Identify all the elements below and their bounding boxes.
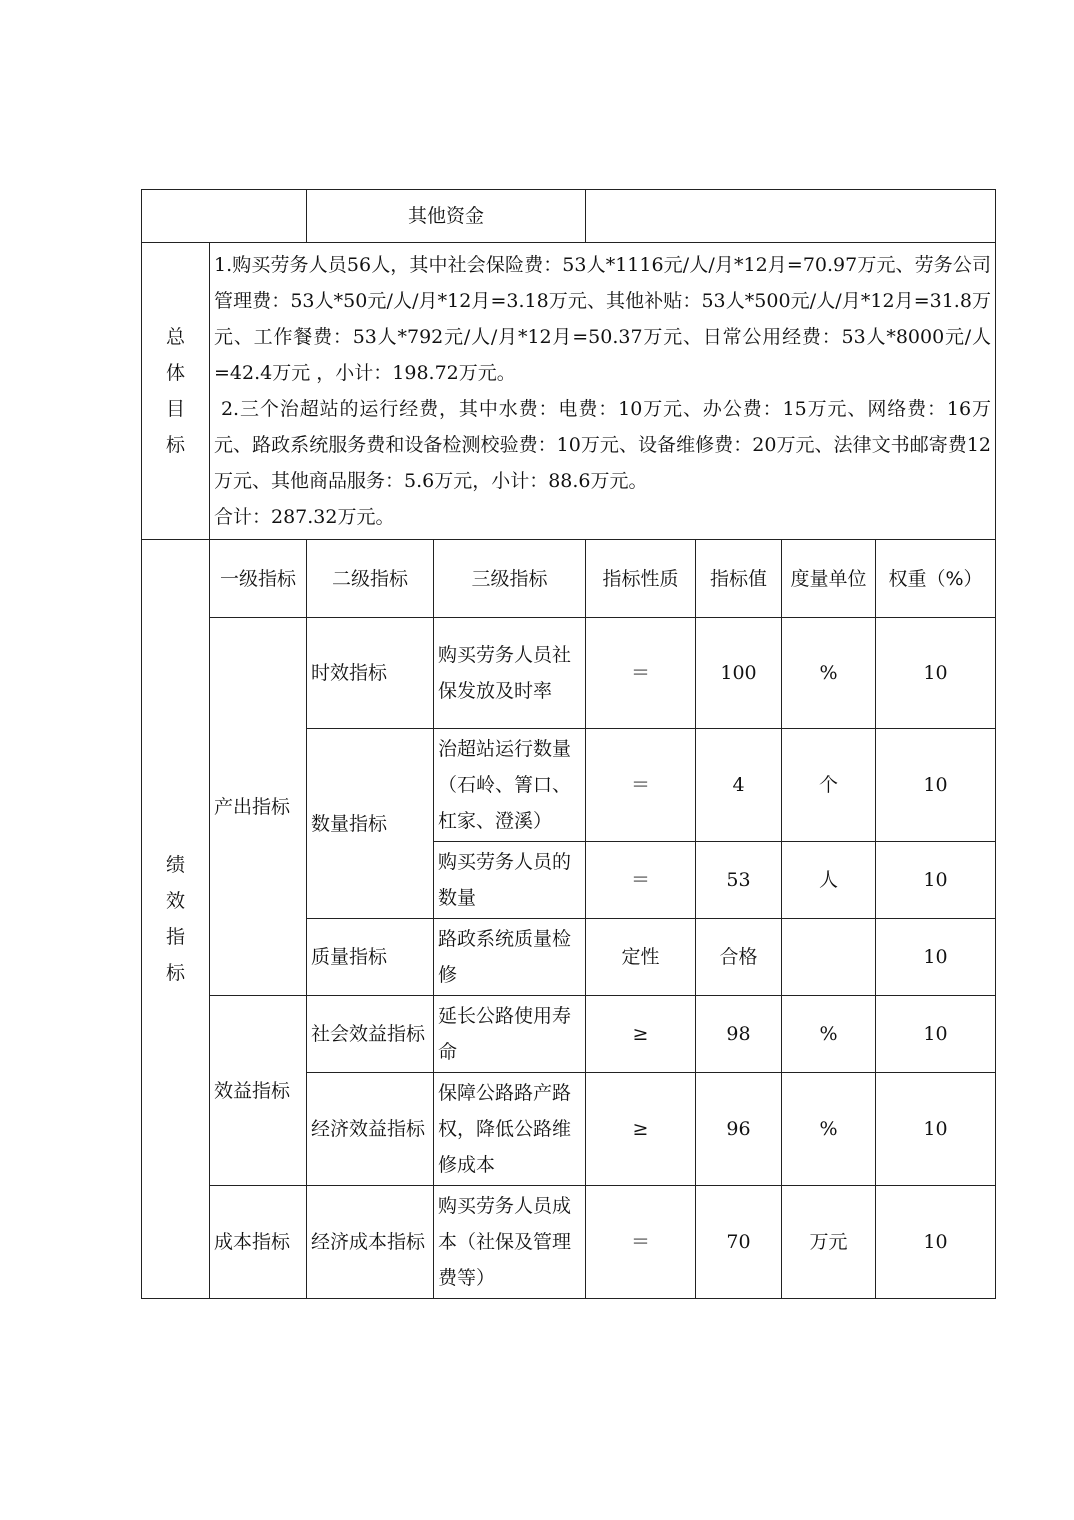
level2-economic: 经济效益指标 [311, 1118, 426, 1140]
funding-blank-cell [142, 190, 307, 243]
table-row [142, 1186, 996, 1299]
header-level2: 二级指标 [307, 540, 434, 618]
value-cell: 100 [696, 618, 782, 729]
header-nature: 指标性质 [586, 540, 696, 618]
level3-text: 保障公路路产路权，降低公路维修成本 [438, 1082, 572, 1176]
weight-cell: 10 [876, 618, 996, 729]
level2-quality: 质量指标 [307, 919, 434, 996]
level3-text: 购买劳务人员成本（社保及管理费等） [438, 1195, 572, 1289]
indicator-header-row [142, 540, 996, 618]
unit-cell: % [782, 1073, 876, 1186]
performance-target-table [141, 189, 996, 1299]
unit-cell [782, 919, 876, 996]
indicator-label-char: 指 [165, 926, 185, 948]
level2-timeliness: 时效指标 [307, 618, 434, 729]
unit-cell: 个 [782, 729, 876, 842]
indicator-label-char: 绩 [165, 854, 185, 876]
value-cell: 70 [696, 1186, 782, 1299]
level2-cost: 经济成本指标 [311, 1231, 426, 1253]
overall-goal-row [142, 243, 996, 540]
funding-label: 其他资金 [307, 190, 586, 243]
header-weight: 权重（%） [876, 540, 996, 618]
overall-goal-text [210, 243, 996, 540]
overall-goal-label [142, 243, 210, 540]
header-unit: 度量单位 [782, 540, 876, 618]
goal-paragraph: 合计：287.32万元。 [214, 506, 395, 528]
table-row [142, 996, 996, 1073]
performance-indicator-label [142, 540, 210, 1299]
goal-paragraph: 1.购买劳务人员56人，其中社会保险费：53人*1116元/人/月*12月=70.97万元、劳务公司管理费：53人*50元/人/月*12月=3.18万元、其他补贴：53人*500元/人/月*12月=31.8万元、工作餐费：53人*792元/人/月*12月=50.37万元、日常公用经费：53人*8000元/人=42.4万元 ，小计：198.72万元。 [214, 254, 992, 384]
level1-output: 产出指标 [210, 618, 307, 996]
level2-economic-cell [307, 1073, 434, 1186]
unit-cell: 人 [782, 842, 876, 919]
level2-cost-cell [307, 1186, 434, 1299]
indicator-label-char: 效 [165, 890, 185, 912]
goal-label-char: 标 [165, 434, 185, 456]
value-cell: 96 [696, 1073, 782, 1186]
level3-cell [434, 729, 586, 842]
nature-cell: ＝ [586, 729, 696, 842]
level1-cost: 成本指标 [210, 1186, 307, 1299]
funding-row [142, 190, 996, 243]
header-value: 指标值 [696, 540, 782, 618]
nature-cell: ≥ [586, 996, 696, 1073]
goal-label-char: 总 [165, 326, 185, 348]
level3-text: 路政系统质量检修 [438, 928, 572, 986]
weight-cell: 10 [876, 1186, 996, 1299]
unit-cell: % [782, 996, 876, 1073]
level3-cell [434, 618, 586, 729]
level3-text: 治超站运行数量（石岭、箐口、杠家、澄溪） [438, 738, 572, 832]
level3-cell [434, 996, 586, 1073]
level2-quantity: 数量指标 [307, 729, 434, 919]
level3-cell [434, 919, 586, 996]
level3-cell [434, 842, 586, 919]
value-cell: 合格 [696, 919, 782, 996]
weight-cell: 10 [876, 996, 996, 1073]
unit-cell: 万元 [782, 1186, 876, 1299]
nature-cell: 定性 [586, 919, 696, 996]
nature-cell: ＝ [586, 842, 696, 919]
level3-text: 延长公路使用寿命 [438, 1005, 572, 1063]
level3-cell [434, 1186, 586, 1299]
funding-value [586, 190, 996, 243]
level2-social-cell [307, 996, 434, 1073]
level2-social: 社会效益指标 [311, 1023, 426, 1045]
header-level1: 一级指标 [210, 540, 307, 618]
value-cell: 4 [696, 729, 782, 842]
indicator-label-char: 标 [165, 962, 185, 984]
nature-cell: ＝ [586, 618, 696, 729]
level3-cell [434, 1073, 586, 1186]
weight-cell: 10 [876, 729, 996, 842]
goal-paragraph: 2.三个治超站的运行经费，其中水费：电费：10万元、办公费：15万元、网络费：16万元、路政系统服务费和设备检测校验费：10万元、设备维修费：20万元、法律文书邮寄费12万元、其他商品服务：5.6万元，小计：88.6万元。 [214, 398, 992, 492]
weight-cell: 10 [876, 842, 996, 919]
value-cell: 98 [696, 996, 782, 1073]
nature-cell: ≥ [586, 1073, 696, 1186]
unit-cell: % [782, 618, 876, 729]
goal-label-char: 目 [165, 398, 185, 420]
header-level3: 三级指标 [434, 540, 586, 618]
level1-benefit: 效益指标 [210, 996, 307, 1186]
table-row [142, 618, 996, 729]
level3-text: 购买劳务人员的数量 [438, 851, 572, 909]
nature-cell: ＝ [586, 1186, 696, 1299]
weight-cell: 10 [876, 919, 996, 996]
weight-cell: 10 [876, 1073, 996, 1186]
value-cell: 53 [696, 842, 782, 919]
level3-text: 购买劳务人员社保发放及时率 [438, 644, 572, 702]
goal-label-char: 体 [165, 362, 185, 384]
